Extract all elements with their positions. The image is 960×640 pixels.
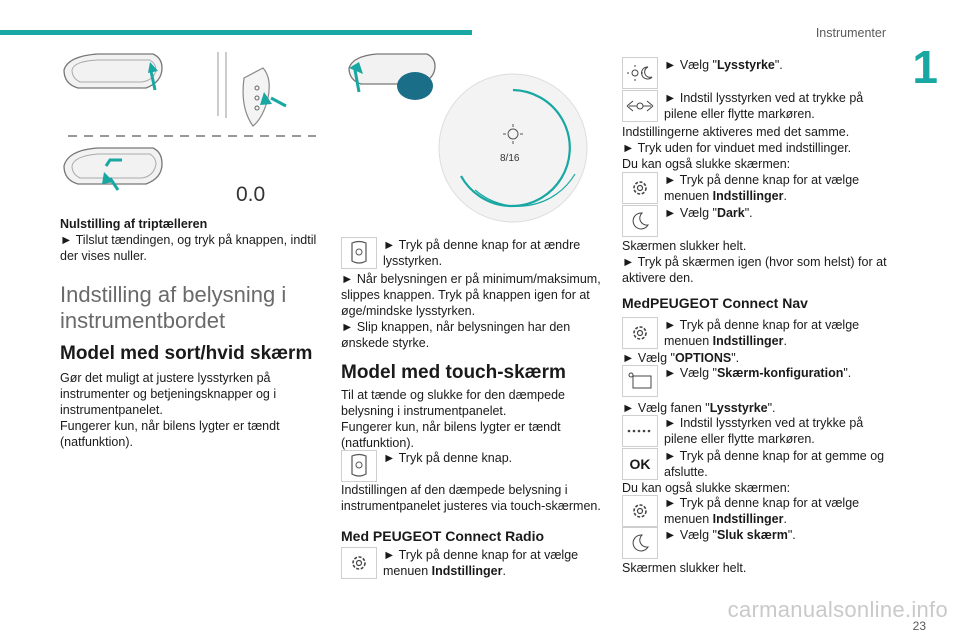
dimmer-step-text: ► Tryk på denne knap for at ændre lysstyrken. <box>383 238 581 268</box>
trip-display-value: 0.0 <box>236 183 266 206</box>
can-turn-off-text: Du kan også slukke skærmen: <box>622 157 791 171</box>
connect-nav-heading: MedPEUGEOT Connect Nav <box>622 295 808 311</box>
dimmer-button-icon <box>341 450 377 482</box>
lighting-heading <box>60 282 322 334</box>
let-go-step: ► Slip knappen, når belysningen har den ønskede styrke. <box>341 320 571 350</box>
nav-settings2-step-row <box>622 495 892 527</box>
dark-step-row <box>622 205 892 237</box>
sun-moon-icon <box>622 57 658 89</box>
header-accent-bar <box>0 30 472 35</box>
nav-adjust-step-row <box>622 415 892 447</box>
gear-icon <box>622 495 658 527</box>
watermark: carmanualsonline.info <box>727 597 948 622</box>
section-title: Instrumenter <box>815 26 886 40</box>
dimmer-step-row <box>341 237 603 269</box>
tab-step-text: ► Vælg fanen "Lysstyrke". <box>622 401 776 415</box>
dial-value: 8/16 <box>500 153 520 164</box>
adjust-step-text: ► Indstil lysstyrken ved at trykke på pilene eller flytte markøren. <box>664 91 864 121</box>
chapter-number: 1 <box>912 41 938 93</box>
screen-config-step-row <box>622 365 892 397</box>
screen-off-step-row <box>622 527 892 559</box>
nav-settings2-step-text: ► Tryk på denne knap for at vælge menuen Indstillinger. <box>664 496 860 526</box>
bw-paragraph-2: Fungerer kun, når bilens lygter er tændt (natfunktion). <box>60 419 280 449</box>
brightness-choice-text: ► Vælg "Lysstyrke". <box>664 58 783 72</box>
options-step-text: ► Vælg "OPTIONS". <box>622 351 740 365</box>
screen-brightness-icon <box>622 365 658 397</box>
moon-icon <box>622 527 658 559</box>
slider-arrows-icon <box>622 90 658 122</box>
trip-reset-text: ► Tilslut tændingen, og tryk på knappen, indtil der vises nuller. <box>60 233 317 263</box>
nav-screen-off-text: Skærmen slukker helt. <box>622 561 747 575</box>
settings-step-row <box>622 172 892 204</box>
release-step: ► Når belysningen er på minimum/maksimum, slippes knappen. Tryk på knappen igen for at øge/mindske lysstyrken. <box>341 272 601 318</box>
connect-radio-heading: Med PEUGEOT Connect Radio <box>341 528 545 544</box>
touch-model-heading: Model med touch-skærm <box>341 362 566 383</box>
gear-icon <box>622 172 658 204</box>
lighting-heading-line-1: Indstilling af belysning i <box>60 282 287 307</box>
moon-icon <box>622 205 658 237</box>
nav-adjust-step-text: ► Indstil lysstyrken ved at trykke på pilene eller flytte markøren. <box>664 416 864 446</box>
dimmer-figure <box>343 48 605 226</box>
ok-button-icon <box>622 448 658 480</box>
trip-reset-title: Nulstilling af triptælleren <box>60 217 208 231</box>
ok-step-row <box>622 448 892 480</box>
lighting-heading-line-2: instrumentbordet <box>60 308 226 333</box>
adjust-step-row <box>622 90 892 122</box>
radio-step-row <box>341 547 603 579</box>
screen-off-step-text: ► Vælg "Sluk skærm". <box>664 528 796 542</box>
page-number: 23 <box>912 619 926 633</box>
applied-text: Indstillingerne aktiveres med det samme. <box>622 125 850 139</box>
radio-step-text: ► Tryk på denne knap for at vælge menuen Indstillinger. <box>383 548 579 578</box>
touch-again-text: ► Tryk på skærmen igen (hvor som helst) for at aktivere den. <box>622 255 887 285</box>
gear-icon <box>622 317 658 349</box>
touch-paragraph-1: Til at tænde og slukke for den dæmpede belysning i instrumentpanelet. <box>341 388 565 418</box>
touch-paragraph-2: Fungerer kun, når bilens lygter er tændt (natfunktion). <box>341 420 561 450</box>
nav-settings-step-row <box>622 317 892 349</box>
bw-paragraph-1: Gør det muligt at justere lysstyrken på instrumenter og betjeningsknapper og i instrumentpanelet. <box>60 371 277 417</box>
nav-can-turn-off-text: Du kan også slukke skærmen: <box>622 481 791 495</box>
screen-config-step-text: ► Vælg "Skærm-konfiguration". <box>664 366 852 380</box>
dots-slider-icon <box>622 415 658 447</box>
bw-model-heading: Model med sort/hvid skærm <box>60 343 313 364</box>
nav-settings-step-text: ► Tryk på denne knap for at vælge menuen Indstillinger. <box>664 318 860 348</box>
touch-paragraph-3: Indstillingen af den dæmpede belysning i instrumentpanelet justeres via touch-skærmen. <box>341 483 601 513</box>
dark-step-text: ► Vælg "Dark". <box>664 206 753 220</box>
gear-icon <box>341 547 377 579</box>
screen-off-text: Skærmen slukker helt. <box>622 239 747 253</box>
press-outside-text: ► Tryk uden for vinduet med indstillinger. <box>622 141 852 155</box>
dimmer-button-icon <box>341 237 377 269</box>
brightness-step-row <box>622 57 892 89</box>
settings-step-text: ► Tryk på denne knap for at vælge menuen Indstillinger. <box>664 173 860 203</box>
ok-step-text: ► Tryk på denne knap for at gemme og afslutte. <box>664 449 885 479</box>
touch-step-text: ► Tryk på denne knap. <box>383 451 513 465</box>
touch-step-row <box>341 450 603 482</box>
trip-reset-figure <box>58 48 323 208</box>
ok-button-label: OK <box>629 456 651 472</box>
